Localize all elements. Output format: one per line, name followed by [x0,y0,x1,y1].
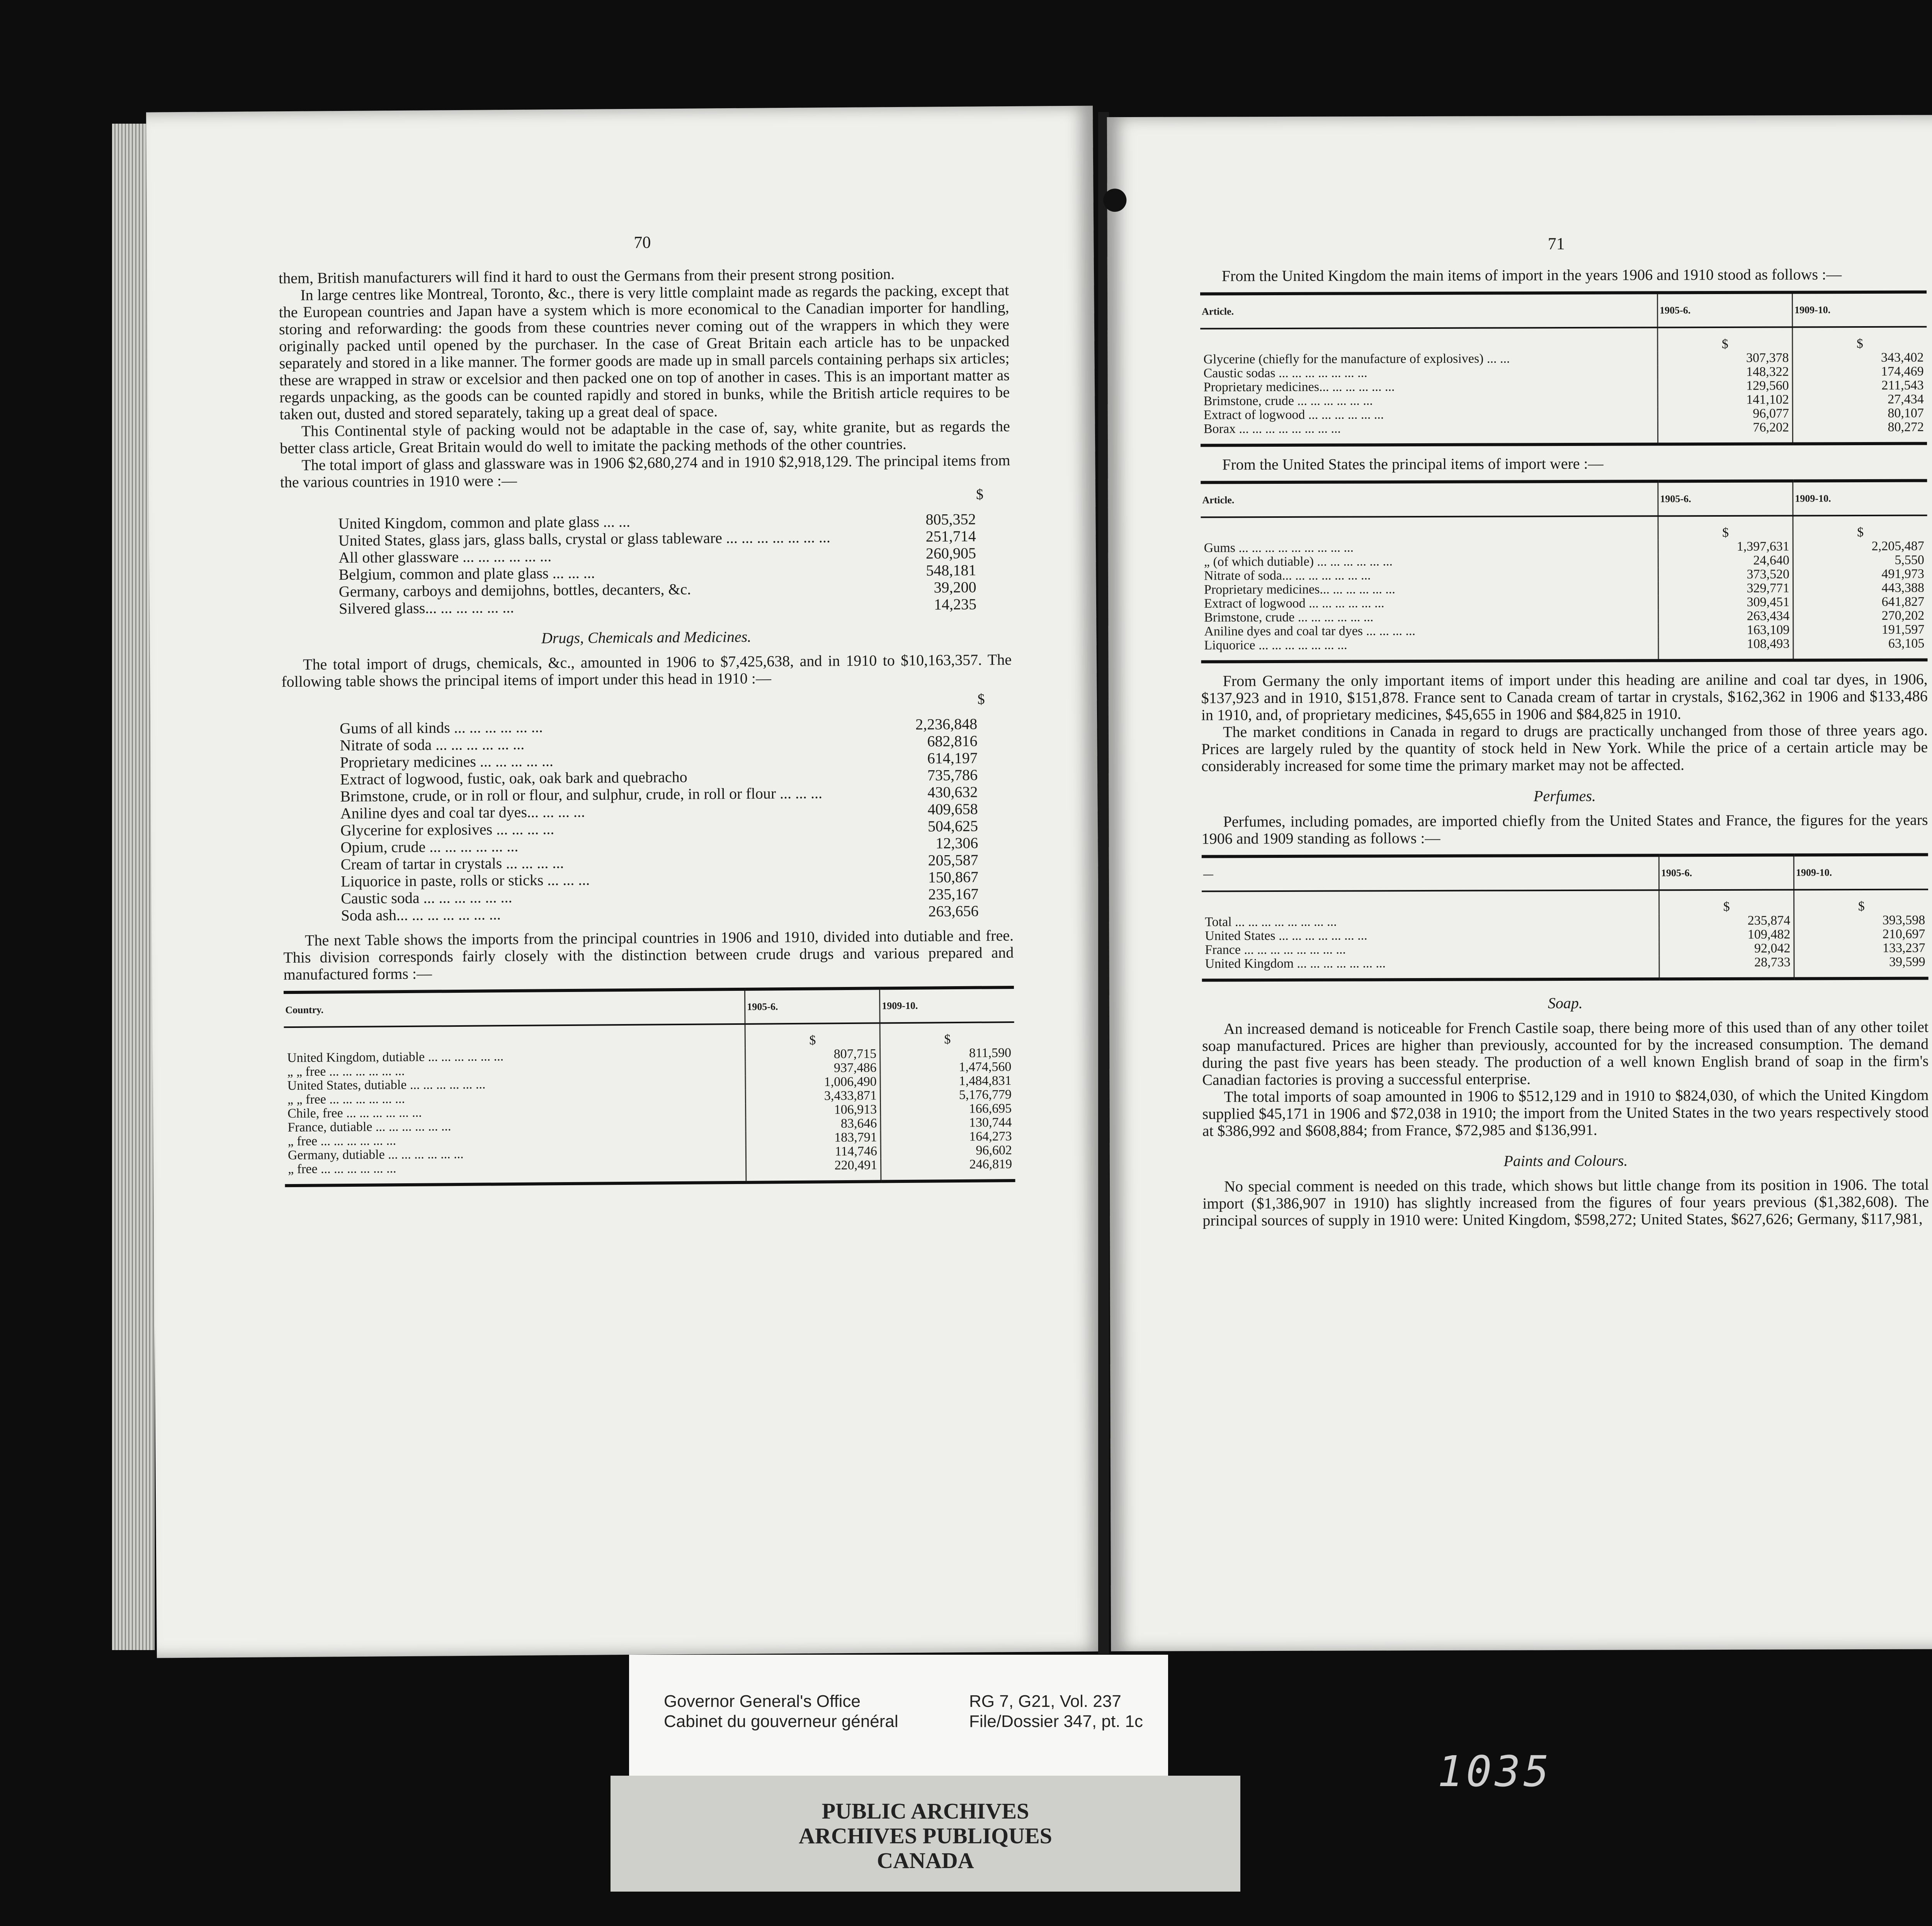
row-value: 2,205,487 [1793,539,1927,554]
item-value: 805,352 [925,510,976,528]
column-header: 1905-6. [745,988,880,1024]
paragraph: The total import of drugs, chemicals, &c., amounted in 1906 to $7,425,638, and in 1910 to $10,163,357. The following table shows the principal items of import under this head in 1910 :— [281,650,1012,691]
row-label: Borax ... ... ... ... ... ... ... ... [1201,421,1658,445]
unit-row [1201,516,1927,541]
row-value: 166,695 [881,1102,1015,1116]
item-value: 614,197 [927,749,978,767]
table-row [1201,609,1927,625]
row-value: 220,491 [746,1158,881,1182]
left-text-column [279,265,1015,1187]
row-value: 641,827 [1793,595,1928,609]
row-value: 263,434 [1658,609,1793,623]
row-label: „ „ free ... ... ... ... ... ... [287,1091,405,1107]
item-value: 251,714 [925,527,976,545]
table-row [1202,941,1928,957]
paragraph: The total imports of soap amounted in 1906 to $512,129 and in 1910 to $824,030, of which the United Kingdom supplied $45,171 in 1906 and $72,038 in 1910; the import from the United States in the two years respectively stood at $386,992 and $608,884; from France, $72,985 and $136,991. [1202,1086,1929,1140]
row-value: 141,102 [1658,393,1793,407]
perfumes-table [1202,853,1929,982]
item-label: Caustic soda ... ... ... ... ... ... [341,888,512,907]
item-label: Brimstone, crude, or in roll or flour, and sulphur, crude, in roll or flour ... ... ... [340,784,823,805]
row-value: 270,202 [1793,609,1928,623]
right-page [1107,115,1932,1651]
row-label: Brimstone, crude ... ... ... ... ... ... [1203,393,1373,408]
page-number: 71 [1548,234,1565,254]
row-value: 28,733 [1659,955,1794,979]
row-label: Liquorice ... ... ... ... ... ... ... [1201,637,1658,662]
row-value: 1,474,560 [880,1060,1015,1075]
uk-import-table [1200,291,1927,447]
item-value: 430,632 [927,783,978,801]
item-label: Germany, carboys and demijohns, bottles, decanters, &c. [338,580,691,601]
row-label: France, dutiable ... ... ... ... ... ... [287,1119,451,1135]
item-value: 205,587 [928,851,978,869]
row-label: Extract of logwood ... ... ... ... ... ... [1204,596,1384,611]
item-label: Soda ash... ... ... ... ... ... ... [341,905,501,924]
row-value: 76,202 [1658,420,1793,444]
table-row [1202,927,1928,943]
item-value: 735,786 [927,766,978,784]
paragraph: The next Table shows the imports from the principal countries in 1906 and 1910, divided into dutiable and free. This division corresponds fairly closely with the distinction between crude drugs and various prepared and manufactured forms :— [283,926,1014,983]
table-row [1200,351,1927,367]
table-row [285,1157,1015,1186]
item-label: Proprietary medicines ... ... ... ... ... [340,752,554,771]
stamp-line: ARCHIVES PUBLIQUES [799,1823,1052,1848]
row-value: 5,176,779 [880,1088,1015,1103]
item-label: Liquorice in paste, rolls or sticks ... ... ... [340,871,590,890]
paragraph: The total import of glass and glassware was in 1906 $2,680,274 and in 1910 $2,918,129. The principal items from the various countries in 1910 were :— [280,451,1010,491]
column-header: 1905-6. [1659,855,1794,890]
archives-stamp [611,1776,1240,1892]
row-value: 373,520 [1658,567,1793,582]
paragraph: This Continental style of packing would not be adaptable in the case of, say, white granite, but as regards the better class article, Great Britain would do well to imitate the packing methods of the other countries. [279,417,1010,457]
table-row [1200,365,1927,381]
unit-cell: $ [1793,516,1927,540]
row-label: Chile, free ... ... ... ... ... ... [287,1105,422,1121]
row-value: 39,599 [1794,955,1929,979]
table-row [1201,539,1927,555]
item-label: Nitrate of soda ... ... ... ... ... ... [340,735,525,754]
item-label: Aniline dyes and coal tar dyes... ... ... ... [340,803,585,822]
paragraph: Perfumes, including pomades, are imported chiefly from the United States and France, the figures for the years 1906 and 1909 standing as follows :— [1201,811,1928,847]
row-label: Total ... ... ... ... ... ... ... ... [1205,914,1337,929]
row-value: 937,486 [745,1061,880,1075]
row-value: 24,640 [1658,553,1793,568]
row-value: 307,378 [1658,351,1793,365]
item-label: Opium, crude ... ... ... ... ... ... [340,837,519,856]
item-value: 409,658 [927,800,978,818]
table-row [1201,567,1927,583]
item-value: 504,625 [927,817,978,835]
table-row [1201,637,1927,662]
row-label: Proprietary medicines... ... ... ... ... ... [1203,379,1395,395]
column-header: — [1202,855,1659,891]
binding-hole [1103,189,1126,212]
row-value: 393,598 [1794,914,1929,928]
page-number: 70 [634,233,651,252]
row-value: 183,791 [746,1130,881,1145]
dollar-sign: $ [977,691,985,708]
item-label: United States, glass jars, glass balls, crystal or glass tableware ... ... ... ... ... ... ... [338,528,831,550]
column-header: 1905-6. [1658,292,1793,327]
table-row [1201,623,1927,639]
left-page [146,105,1104,1658]
item-label: Cream of tartar in crystals ... ... ... ... [340,854,564,873]
row-value: 329,771 [1658,581,1793,595]
paragraph: them, British manufacturers will find it hard to oust the Germans from their present strong position. [278,265,895,287]
row-label: United States, dutiable ... ... ... ... ... ... [287,1077,486,1093]
empty-cell [1200,327,1658,352]
table-row [1202,914,1928,929]
table-row [1202,955,1928,980]
row-value: 96,077 [1658,407,1793,421]
row-value: 807,715 [745,1047,880,1062]
row-value: 80,107 [1793,407,1927,421]
row-value: 133,237 [1794,941,1929,956]
row-value: 164,273 [881,1130,1015,1144]
section-heading: Drugs, Chemicals and Medicines. [541,628,752,647]
column-header: 1909-10. [879,987,1014,1023]
row-value: 811,590 [880,1046,1015,1061]
section-heading: Perfumes. [1533,787,1596,805]
row-label: France ... ... ... ... ... ... ... ... [1205,942,1346,957]
row-value: 129,560 [1658,379,1793,393]
item-value: 263,656 [928,902,979,920]
paragraph: From the United States the principal items of import were :— [1222,454,1604,473]
item-value: 2,236,848 [915,715,978,733]
unit-cell: $ [1794,890,1929,914]
item-value: 39,200 [934,578,976,596]
row-value: 246,819 [881,1157,1015,1181]
row-value: 235,874 [1659,914,1794,928]
row-label: „ „ free ... ... ... ... ... ... [287,1063,405,1079]
table-row [1201,553,1927,569]
section-heading: Soap. [1548,994,1583,1012]
row-label: Aniline dyes and coal tar dyes ... ... ... ... [1204,624,1416,639]
item-label: Extract of logwood, fustic, oak, oak bark and quebracho [340,768,687,788]
column-header: 1909-10. [1793,292,1927,327]
row-value: 1,397,631 [1658,539,1793,554]
empty-cell [1201,516,1658,541]
item-value: 260,905 [925,544,976,562]
empty-cell [284,1024,745,1051]
row-value: 210,697 [1794,927,1929,942]
table-row [1201,420,1927,446]
row-value: 92,042 [1659,941,1794,956]
row-label: United Kingdom, dutiable ... ... ... ... ... ... [287,1049,504,1065]
row-value: 130,744 [881,1116,1015,1130]
item-label: All other glassware ... ... ... ... ... ... [338,547,552,567]
row-value: 5,550 [1793,553,1927,568]
row-label: Nitrate of soda... ... ... ... ... ... ... [1204,568,1371,583]
unit-cell: $ [1659,890,1794,914]
row-value: 148,322 [1658,365,1793,379]
row-value: 106,913 [746,1103,881,1117]
file-reference: File/Dossier 347, pt. 1c [969,1712,1143,1731]
right-text-column [1200,266,1929,1229]
row-value: 83,646 [746,1116,881,1131]
reference-block [969,1691,1143,1732]
stamp-line: CANADA [877,1848,974,1873]
table-row [1201,595,1927,611]
item-label: Silvered glass... ... ... ... ... ... [338,598,514,618]
row-value: 3,433,871 [745,1089,880,1103]
us-import-table [1201,479,1927,664]
unit-cell: $ [1658,516,1793,540]
item-value: 12,306 [935,834,978,852]
column-header: 1905-6. [1658,481,1793,516]
item-value: 548,181 [926,561,976,579]
glass-list [338,511,976,618]
table-row [1201,581,1927,597]
row-value: 108,493 [1658,637,1793,660]
row-value: 309,451 [1658,595,1793,609]
row-label: Brimstone, crude ... ... ... ... ... ... [1204,610,1374,625]
item-label: Gums of all kinds ... ... ... ... ... ... [340,718,543,737]
office-block [664,1691,898,1732]
row-value: 491,973 [1793,567,1927,582]
row-label: United Kingdom ... ... ... ... ... ... ... [1202,956,1659,980]
paragraph: In large centres like Montreal, Toronto, &c., there is very little complaint made as regards the packing, except that the European countries and Japan have a system which is more economical to the Canadian importer for handling, storing and reforwarding: the goods from these countries never coming out of the wrappers in which they were originally packed until opened by the purchaser. In the case of Great Britain each article has to be unpacked separately and stored in a like manner. The former goods are made up in small parcels containing perhaps six articles; these are wrapped in straw or excelsior and then packed one on top of another in cases. This is an important matter as regards unpacking, as the goods can be counted rapidly and stored in bunks, while the British article requires to be taken out, dusted and stored separately, taking up a great deal of space. [279,281,1010,423]
item-value: 150,867 [928,868,979,886]
table-row [1201,379,1927,395]
row-label: „ free ... ... ... ... ... ... [287,1133,396,1149]
row-label: Caustic sodas ... ... ... ... ... ... ... [1203,366,1367,381]
unit-cell: $ [880,1022,1014,1047]
list-item [339,596,976,618]
country-table [284,986,1015,1187]
item-label: Belgium, common and plate glass ... ... ... [338,564,595,584]
dollar-sign: $ [976,486,984,503]
empty-cell [1202,890,1659,915]
row-label: „ free ... ... ... ... ... ... [285,1159,746,1186]
row-value: 191,597 [1793,623,1928,637]
row-label: Extract of logwood ... ... ... ... ... ... [1203,407,1384,422]
column-header: Article. [1200,293,1658,328]
table-row [1201,407,1927,422]
drugs-list [340,716,979,924]
row-value: 211,543 [1793,379,1927,393]
paragraph: An increased demand is noticeable for French Castile soap, there being more of this used than of any other toilet soap manufactured. Prices are higher than previously, accounted for by the increased consumption. The demand during the past five years has been steady. The production of a well known English brand of soap in the firm's Canadian factories is proving a successful enterprise. [1202,1018,1929,1089]
row-label: Proprietary medicines... ... ... ... ... ... [1204,582,1395,597]
unit-cell: $ [1658,327,1793,351]
item-label: United Kingdom, common and plate glass ... ... [338,512,631,533]
row-label: United States ... ... ... ... ... ... ... [1205,928,1367,943]
office-en: Governor General's Office [664,1692,861,1711]
row-value: 443,388 [1793,581,1927,595]
paragraph: From Germany the only important items of import under this heading are aniline and coal tar dyes, in 1906, $137,923 and in 1910, $151,878. France sent to Canada cream of tartar in crystals, $162,362 in 1906 and $133,486 in 1910, and, of proprietary medicines, $45,655 in 1906 and $84,825 in 1910. [1201,670,1928,724]
row-label: „ (of which dutiable) ... ... ... ... ... ... [1204,554,1393,569]
row-value: 163,109 [1658,623,1793,637]
unit-row [1202,890,1928,915]
stamp-line: PUBLIC ARCHIVES [821,1798,1029,1824]
item-value: 235,167 [928,885,979,903]
table-row [1201,393,1927,408]
column-header: 1909-10. [1793,481,1927,516]
paragraph: From the United Kingdom the main items of import in the years 1906 and 1910 stood as follows :— [1221,265,1842,285]
paragraph: No special comment is needed on this trade, which shows but little change from its position in 1906. The total import ($1,386,907 in 1910) has slightly increased from the figures of four years previous ($1,382,608). The principal sources of supply in 1910 were: United Kingdom, $598,272; United States, $627,626; Germany, $117,981, [1202,1176,1929,1229]
item-value: 14,235 [934,595,977,613]
row-label: Glycerine (chiefly for the manufacture of explosives) ... ... [1203,351,1510,367]
column-header: 1909-10. [1794,855,1928,890]
row-value: 114,746 [746,1144,881,1159]
unit-row [1200,327,1927,353]
row-value: 343,402 [1793,351,1927,365]
row-value: 80,272 [1793,420,1927,444]
row-value: 63,105 [1793,637,1928,660]
reference: RG 7, G21, Vol. 237 [969,1692,1121,1711]
column-header: Article. [1201,481,1658,517]
paragraph: The market conditions in Canada in regard to drugs are practically unchanged from those of three years ago. Prices are largely ruled by the quantity of stock held in New York. While the price of a certain article may be considerably increased for some time the primary market may not be affected. [1201,721,1928,775]
row-value: 1,484,831 [880,1074,1015,1089]
row-label: Germany, dutiable ... ... ... ... ... ... [287,1147,464,1163]
office-fr: Cabinet du gouverneur général [664,1712,898,1731]
row-value: 27,434 [1793,393,1927,407]
frame-number: 1035 [1437,1747,1552,1796]
column-header: Country. [284,989,745,1027]
unit-cell: $ [745,1023,880,1048]
item-label: Glycerine for explosives ... ... ... ... [340,820,554,839]
list-item [341,903,978,924]
row-value: 174,469 [1793,365,1927,379]
row-value: 109,482 [1659,927,1794,942]
item-value: 682,816 [927,732,978,750]
row-value: 96,602 [881,1143,1015,1158]
row-label: Gums ... ... ... ... ... ... ... ... ... [1204,540,1354,555]
row-value: 1,006,490 [745,1075,880,1089]
unit-cell: $ [1793,327,1927,351]
archive-label [629,1655,1168,1782]
section-heading: Paints and Colours. [1503,1152,1628,1170]
